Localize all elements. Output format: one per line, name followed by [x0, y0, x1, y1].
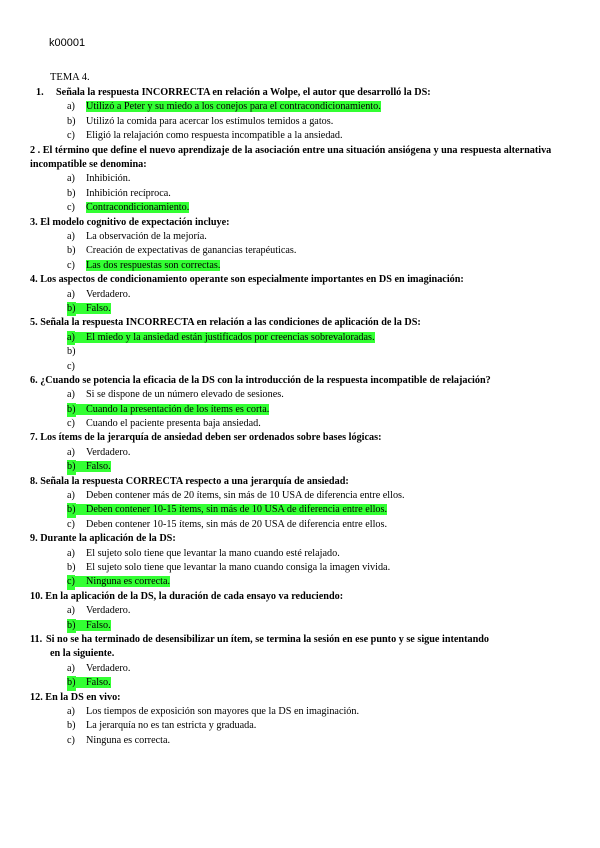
option-text: Inhibición.	[86, 173, 131, 185]
question-number: 10.	[30, 590, 43, 602]
option-letter: a)	[67, 101, 75, 113]
question-text: Señala la respuesta INCORRECTA en relación a las condiciones de aplicación de la DS:	[40, 317, 421, 329]
option-text: Cuando el paciente presenta baja ansiedad.	[86, 418, 261, 430]
option-letter: a)	[67, 230, 75, 242]
question-number: 3.	[30, 216, 38, 228]
option-6a	[30, 388, 570, 402]
option-text: La jerarquía no es tan estricta y graduada.	[86, 720, 257, 732]
question-1	[30, 86, 570, 100]
option-text: El sujeto solo tiene que levantar la mano cuando esté relajado.	[86, 547, 340, 559]
option-4a	[30, 288, 570, 302]
question-text: El modelo cognitivo de expectación incluye:	[40, 216, 230, 228]
document-id: k00001	[49, 37, 86, 49]
question-text: Los aspectos de condicionamiento operante son especialmente importantes en DS en imaginación:	[40, 274, 464, 286]
option-3c	[30, 259, 570, 273]
question-number: 8.	[30, 475, 38, 487]
option-letter: b)	[67, 115, 76, 127]
option-9c	[30, 575, 570, 589]
option-5a	[30, 331, 570, 345]
option-letter: b)	[67, 302, 76, 316]
option-letter: b)	[67, 562, 76, 574]
option-1a	[30, 100, 570, 114]
option-7a	[30, 446, 570, 460]
option-text-highlighted: Contracondicionamiento.	[86, 202, 190, 214]
option-6b	[30, 403, 570, 417]
option-text: Si se dispone de un número elevado de sesiones.	[86, 389, 284, 401]
option-12b	[30, 719, 570, 733]
question-number: 9.	[30, 533, 38, 545]
question-text: El término que define el nuevo aprendizaje de la asociación entre una situación ansiógena y una respuesta alternativa incompatible se denomina:	[30, 144, 552, 170]
option-text: Verdadero.	[86, 605, 131, 617]
option-text-highlighted: Utilizó a Peter y su miedo a los conejos para el contracondicionamiento.	[86, 101, 381, 113]
question-5	[30, 316, 570, 330]
question-number: 5.	[30, 317, 38, 329]
option-letter: b)	[67, 245, 76, 257]
question-text: Los ítems de la jerarquía de ansiedad deben ser ordenados sobre bases lógicas:	[40, 432, 382, 444]
question-6	[30, 374, 570, 388]
question-text: En la DS en vivo:	[45, 691, 121, 703]
option-text-highlighted: Ninguna es correcta.	[68, 576, 170, 587]
option-4b	[30, 302, 570, 316]
option-text-highlighted: Las dos respuestas son correctas.	[86, 259, 221, 271]
option-5c	[30, 360, 570, 374]
option-9b	[30, 561, 570, 575]
option-1c	[30, 129, 570, 143]
option-letter: b)	[67, 346, 76, 358]
option-2c	[30, 201, 570, 215]
option-text-highlighted: El miedo y la ansiedad están justificados por creencias sobrevaloradas.	[68, 332, 375, 343]
question-text: Señala la respuesta INCORRECTA en relación a Wolpe, el autor que desarrolló la DS:	[56, 87, 431, 98]
option-text: Verdadero.	[86, 662, 131, 674]
question-number: 7.	[30, 432, 38, 444]
option-text: Ninguna es correcta.	[86, 734, 171, 746]
question-text: ¿Cuando se potencia la eficacia de la DS con la introducción de la respuesta incompatible de relajación?	[40, 374, 491, 386]
option-letter: b)	[67, 619, 76, 633]
option-letter: c)	[67, 575, 75, 589]
option-12c	[30, 734, 570, 748]
option-text: La observación de la mejoría.	[86, 230, 207, 242]
option-letter: a)	[67, 662, 75, 674]
question-number: 1.	[36, 87, 44, 98]
option-9a	[30, 547, 570, 561]
option-letter: c)	[67, 202, 75, 214]
option-letter: a)	[67, 389, 75, 401]
option-text: Utilizó la comida para acercar los estímulos temidos a gatos.	[86, 115, 334, 127]
question-list	[30, 86, 570, 748]
option-letter: c)	[67, 259, 75, 271]
option-3a	[30, 230, 570, 244]
option-letter: a)	[67, 173, 75, 185]
option-text: Deben contener más de 20 ítems, sin más de 10 USA de diferencia entre ellos.	[86, 490, 405, 502]
option-text: Creación de expectativas de ganancias terapéuticas.	[86, 245, 297, 257]
option-text-highlighted: Cuando la presentación de los ítems es corta.	[68, 404, 269, 415]
option-5b	[30, 345, 570, 359]
option-text: Los tiempos de exposición son mayores que la DS en imaginación.	[86, 706, 360, 718]
option-letter: c)	[67, 130, 75, 142]
question-11	[30, 633, 570, 662]
question-number: 4.	[30, 274, 38, 286]
option-11b	[30, 676, 570, 690]
question-8	[30, 475, 570, 489]
option-letter: b)	[67, 503, 76, 517]
option-text: Eligió la relajación como respuesta incompatible a la ansiedad.	[86, 130, 343, 142]
question-text: En la aplicación de la DS, la duración de cada ensayo va reduciendo:	[45, 590, 344, 602]
question-3	[30, 216, 570, 230]
question-7	[30, 431, 570, 445]
option-8c	[30, 518, 570, 532]
option-6c	[30, 417, 570, 431]
question-12	[30, 691, 570, 705]
option-text: Verdadero.	[86, 446, 131, 458]
option-3b	[30, 244, 570, 258]
question-2	[30, 144, 570, 173]
option-text-highlighted: Falso.	[68, 620, 111, 631]
option-letter: a)	[67, 605, 75, 617]
question-number: 11.	[30, 634, 43, 646]
option-letter: a)	[67, 331, 75, 345]
option-12a	[30, 705, 570, 719]
option-letter: a)	[67, 547, 75, 559]
option-text: Deben contener 10-15 ítems, sin más de 20 USA de diferencia entre ellos.	[86, 518, 388, 530]
question-number: 2 .	[30, 144, 41, 156]
question-number: 6.	[30, 374, 38, 386]
option-text: Verdadero.	[86, 288, 131, 300]
option-text-highlighted: Falso.	[68, 677, 111, 688]
option-text: Inhibición recíproca.	[86, 187, 171, 199]
option-10a	[30, 604, 570, 618]
option-8b	[30, 503, 570, 517]
option-2a	[30, 172, 570, 186]
option-letter: c)	[67, 418, 75, 430]
option-letter: a)	[67, 288, 75, 300]
option-letter: b)	[67, 720, 76, 732]
option-letter: b)	[67, 676, 76, 690]
question-number: 12.	[30, 691, 43, 703]
section-title: TEMA 4.	[50, 72, 90, 83]
question-9	[30, 532, 570, 546]
option-letter: b)	[67, 460, 76, 474]
option-letter: a)	[67, 446, 75, 458]
option-letter: c)	[67, 734, 75, 746]
question-10	[30, 590, 570, 604]
option-letter: c)	[67, 518, 75, 530]
question-text-continued: en la siguiente.	[50, 648, 115, 660]
option-letter: a)	[67, 490, 75, 502]
question-text: Durante la aplicación de la DS:	[40, 533, 176, 545]
option-2b	[30, 187, 570, 201]
option-text-highlighted: Falso.	[68, 461, 111, 472]
option-7b	[30, 460, 570, 474]
option-10b	[30, 619, 570, 633]
option-11a	[30, 662, 570, 676]
option-1b	[30, 115, 570, 129]
question-text: Si no se ha terminado de desensibilizar un ítem, se termina la sesión en ese punto y se sigue intentando	[46, 634, 489, 646]
option-text: El sujeto solo tiene que levantar la mano cuando consiga la imagen vivida.	[86, 562, 391, 574]
option-text-highlighted: Deben contener 10-15 ítems, sin más de 10 USA de diferencia entre ellos.	[68, 504, 387, 515]
option-letter: a)	[67, 706, 75, 718]
option-8a	[30, 489, 570, 503]
question-text: Señala la respuesta CORRECTA respecto a una jerarquía de ansiedad:	[40, 475, 349, 487]
option-letter: b)	[67, 403, 76, 417]
option-letter: b)	[67, 187, 76, 199]
question-4	[30, 273, 570, 287]
option-letter: c)	[67, 360, 75, 372]
option-text-highlighted: Falso.	[68, 303, 111, 314]
